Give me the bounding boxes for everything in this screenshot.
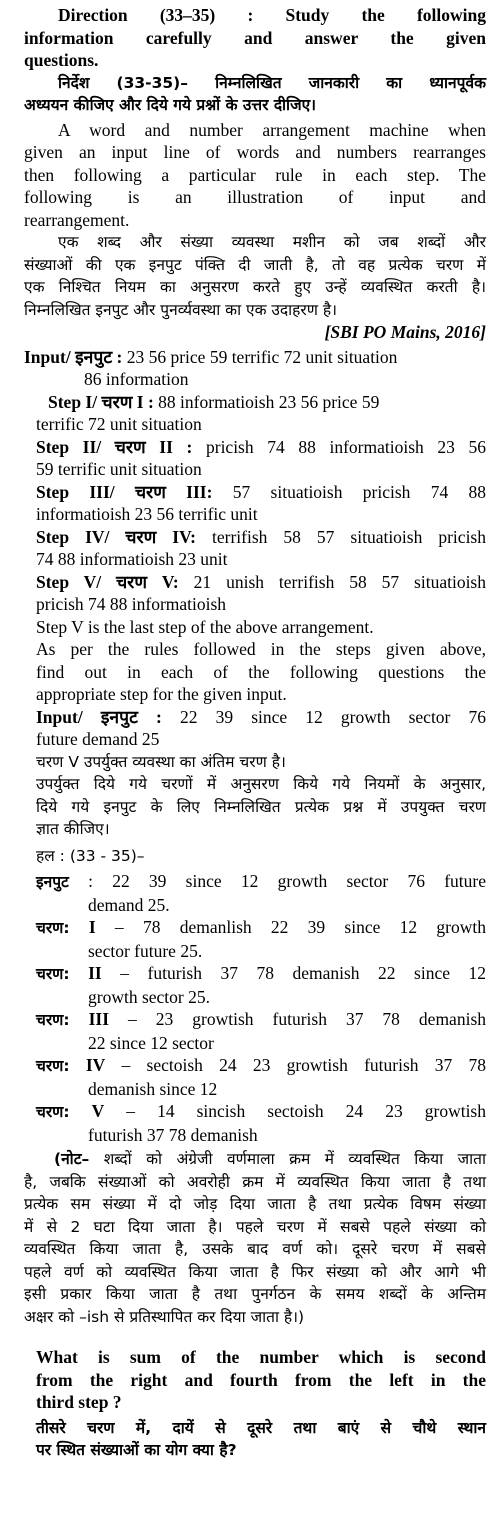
- step-number: II: [69, 963, 102, 983]
- step-text: – futurish 37 78 demanish 22 since 12: [101, 963, 487, 983]
- direction-en-line: information carefully and answer the given: [24, 27, 486, 48]
- question-en-line: third step ?: [36, 1392, 122, 1412]
- solution-step: [36, 1100, 486, 1146]
- step-text-cont: terrific 72 unit situation: [36, 414, 202, 434]
- intro-en-line: following is an illustration of input and: [24, 187, 486, 207]
- question-en-line: from the right and fourth from the left in the: [36, 1369, 486, 1390]
- direction-hi-line: अध्ययन कीजिए और दिये गये प्रश्नों के उत्तर दीजिए।: [24, 96, 317, 114]
- example-step: [24, 391, 486, 436]
- step-number: I: [69, 917, 96, 937]
- given-hi-line: चरण V उपर्युक्त व्यवस्था का अंतिम चरण है।: [36, 752, 286, 771]
- step-label: Step V/ चरण V:: [36, 571, 179, 592]
- input-text: : 22 39 since 12 growth sector 76 future: [68, 871, 486, 891]
- input-text: 22 39 since 12 growth sector 76: [161, 706, 487, 727]
- step-text: 88 informatioish 23 56 price 59: [153, 391, 380, 412]
- solution-step: [36, 916, 486, 962]
- input-text: 23 56 price 59 terrific 72 unit situation: [122, 346, 398, 367]
- intro-en-line: A word and number arrangement machine when: [58, 119, 486, 140]
- solution-step: [36, 1008, 486, 1054]
- input-text-cont: future demand 25: [36, 729, 160, 749]
- step-text-cont: growth sector 25.: [88, 986, 210, 1007]
- input-text-cont: 86 information: [84, 369, 189, 389]
- note-text: अक्षर को –ish से प्रतिस्थापित कर दिया जाता है।): [24, 1307, 305, 1326]
- example-block: [24, 346, 486, 706]
- source-citation: [SBI PO Mains, 2016]: [324, 322, 486, 342]
- solution-step: [36, 1054, 486, 1100]
- step-number: V: [69, 1101, 105, 1121]
- note-text: शब्दों को अंग्रेजी वर्णमाला क्रम में व्यवस्थित किया जाता: [89, 1150, 486, 1168]
- example-step: [24, 526, 486, 571]
- step-label: चरण:: [36, 1103, 70, 1121]
- note-text: इसी प्रकार किया जाता है तथा पुनर्गठन के समय शब्दों के अन्तिम: [24, 1285, 486, 1303]
- example-step: [24, 481, 486, 526]
- step-label: Step II/ चरण II :: [36, 436, 193, 457]
- intro-block: [24, 119, 486, 344]
- rules-line: find out in each of the following questions the: [36, 661, 486, 682]
- step-text: pricish 74 88 informatioish 23 56: [192, 436, 486, 457]
- step-text-cont: demanish since 12: [88, 1078, 218, 1099]
- question-hi-line: पर स्थित संख्याओं का योग क्या है?: [36, 1441, 237, 1459]
- step-label: चरण:: [36, 1011, 70, 1029]
- step-text-cont: futurish 37 78 demanish: [88, 1124, 258, 1145]
- step-text-cont: 74 88 informatioish 23 unit: [36, 549, 228, 569]
- direction-en-line: questions.: [24, 50, 99, 70]
- given-hi-line: दिये गये इनपुट के लिए निम्नलिखित प्रत्येक प्रश्न में उपयुक्त चरण: [36, 797, 486, 816]
- solution-step: [36, 962, 486, 1008]
- direction-hi-line: निर्देश (33-35)– निम्नलिखित जानकारी का ध्यानपूर्वक: [58, 73, 486, 92]
- note-text: में से 2 घटा दिया जाता है। पहले चरण में सबसे पहले संख्या को: [24, 1217, 486, 1236]
- step-label: Step I/ चरण I :: [48, 391, 154, 412]
- question-block: [24, 1346, 486, 1462]
- intro-en-line: given an input line of words and numbers rearranges: [24, 142, 486, 162]
- intro-hi-line: एक शब्द और संख्या व्यवस्था मशीन को जब शब्दों और: [58, 233, 486, 251]
- step-label: Step IV/ चरण IV:: [36, 526, 196, 547]
- given-hi-line: ज्ञात कीजिए।: [36, 820, 110, 838]
- question-hi-line: तीसरे चरण में, दायें से दूसरे तथा बाएं से चौथे स्थान: [36, 1418, 486, 1437]
- step-number: IV: [69, 1055, 106, 1075]
- solution-block: [24, 845, 486, 1147]
- note-text: प्रत्येक सम संख्या में दो जोड़ दिया जाता है तथा प्रत्येक विषम संख्या: [24, 1195, 486, 1213]
- step-text: – sectoish 24 23 growtish futurish 37 78: [105, 1055, 486, 1075]
- example-input: [24, 346, 486, 369]
- step-text-cont: 59 terrific unit situation: [36, 459, 202, 479]
- input-label: Input/ इनपुट :: [36, 706, 162, 727]
- rules-line: As per the rules followed in the steps given above,: [36, 639, 486, 659]
- step-text-cont: informatioish 23 56 terrific unit: [36, 504, 258, 524]
- input-text-cont: demand 25.: [88, 894, 170, 915]
- intro-hi-line: संख्याओं की एक इनपुट पंक्ति दी जाती है, तो वह प्रत्येक चरण में: [24, 255, 486, 274]
- step-text-cont: 22 since 12 sector: [88, 1032, 214, 1053]
- step-text-cont: sector future 25.: [88, 940, 203, 961]
- step-text: – 14 sincish sectoish 24 23 growtish: [104, 1101, 486, 1121]
- solution-heading: हल : (33 - 35)–: [36, 846, 145, 865]
- step-text: – 23 growtish futurish 37 78 demanish: [109, 1009, 486, 1029]
- step-text: 21 unish terrifish 58 57 situatioish: [178, 571, 486, 592]
- question-en-line: What is sum of the number which is second: [36, 1347, 486, 1367]
- example-step: [24, 436, 486, 481]
- intro-hi-line: एक निश्चित नियम का अनुसरण करते हुए उन्हें व्यवस्थित करती है।: [24, 278, 486, 296]
- note-text: व्यवस्थित किया जाता है, उसके बाद वर्ण को। दूसरे चरण में सबसे: [24, 1240, 486, 1258]
- step-text-cont: pricish 74 88 informatioish: [36, 594, 227, 614]
- intro-hi-line: निम्नलिखित इनपुट और पुनर्व्यवस्था का एक उदाहरण है।: [24, 300, 337, 319]
- step-text: terrifish 58 57 situatioish pricish: [195, 526, 486, 547]
- example-step: [24, 571, 486, 616]
- solution-note: [24, 1148, 486, 1328]
- note-text: पहले वर्ण को व्यवस्थित किया जाता है फिर संख्या को और आगे भी: [24, 1262, 486, 1281]
- input-label: इनपुट: [36, 873, 69, 891]
- note-label: (नोट–: [54, 1150, 90, 1168]
- input-label: Input/ इनपुट :: [24, 346, 123, 367]
- given-block: [24, 706, 486, 841]
- intro-en-line: then following a particular rule in each step. The: [24, 164, 486, 185]
- step-label: चरण:: [36, 1057, 70, 1075]
- direction-en-line: Direction (33–35) : Study the following: [58, 5, 486, 25]
- step-label: चरण:: [36, 965, 70, 983]
- last-step-note: Step V is the last step of the above arrangement.: [36, 616, 374, 637]
- step-text: 57 situatioish pricish 74 88: [212, 481, 486, 502]
- direction-block: [24, 4, 486, 117]
- step-label: Step III/ चरण III:: [36, 481, 213, 502]
- note-text: है, जबकि संख्याओं को अवरोही क्रम में व्यवस्थित किया जाता है तथा: [24, 1172, 486, 1191]
- intro-en-line: rearrangement.: [24, 209, 130, 230]
- step-text: – 78 demanlish 22 39 since 12 growth: [95, 917, 486, 937]
- step-number: III: [69, 1009, 110, 1029]
- given-hi-line: उपर्युक्त दिये गये चरणों में अनुसरण किये गये नियमों के अनुसार,: [36, 775, 486, 793]
- step-label: चरण:: [36, 919, 70, 937]
- rules-line: appropriate step for the given input.: [36, 684, 287, 704]
